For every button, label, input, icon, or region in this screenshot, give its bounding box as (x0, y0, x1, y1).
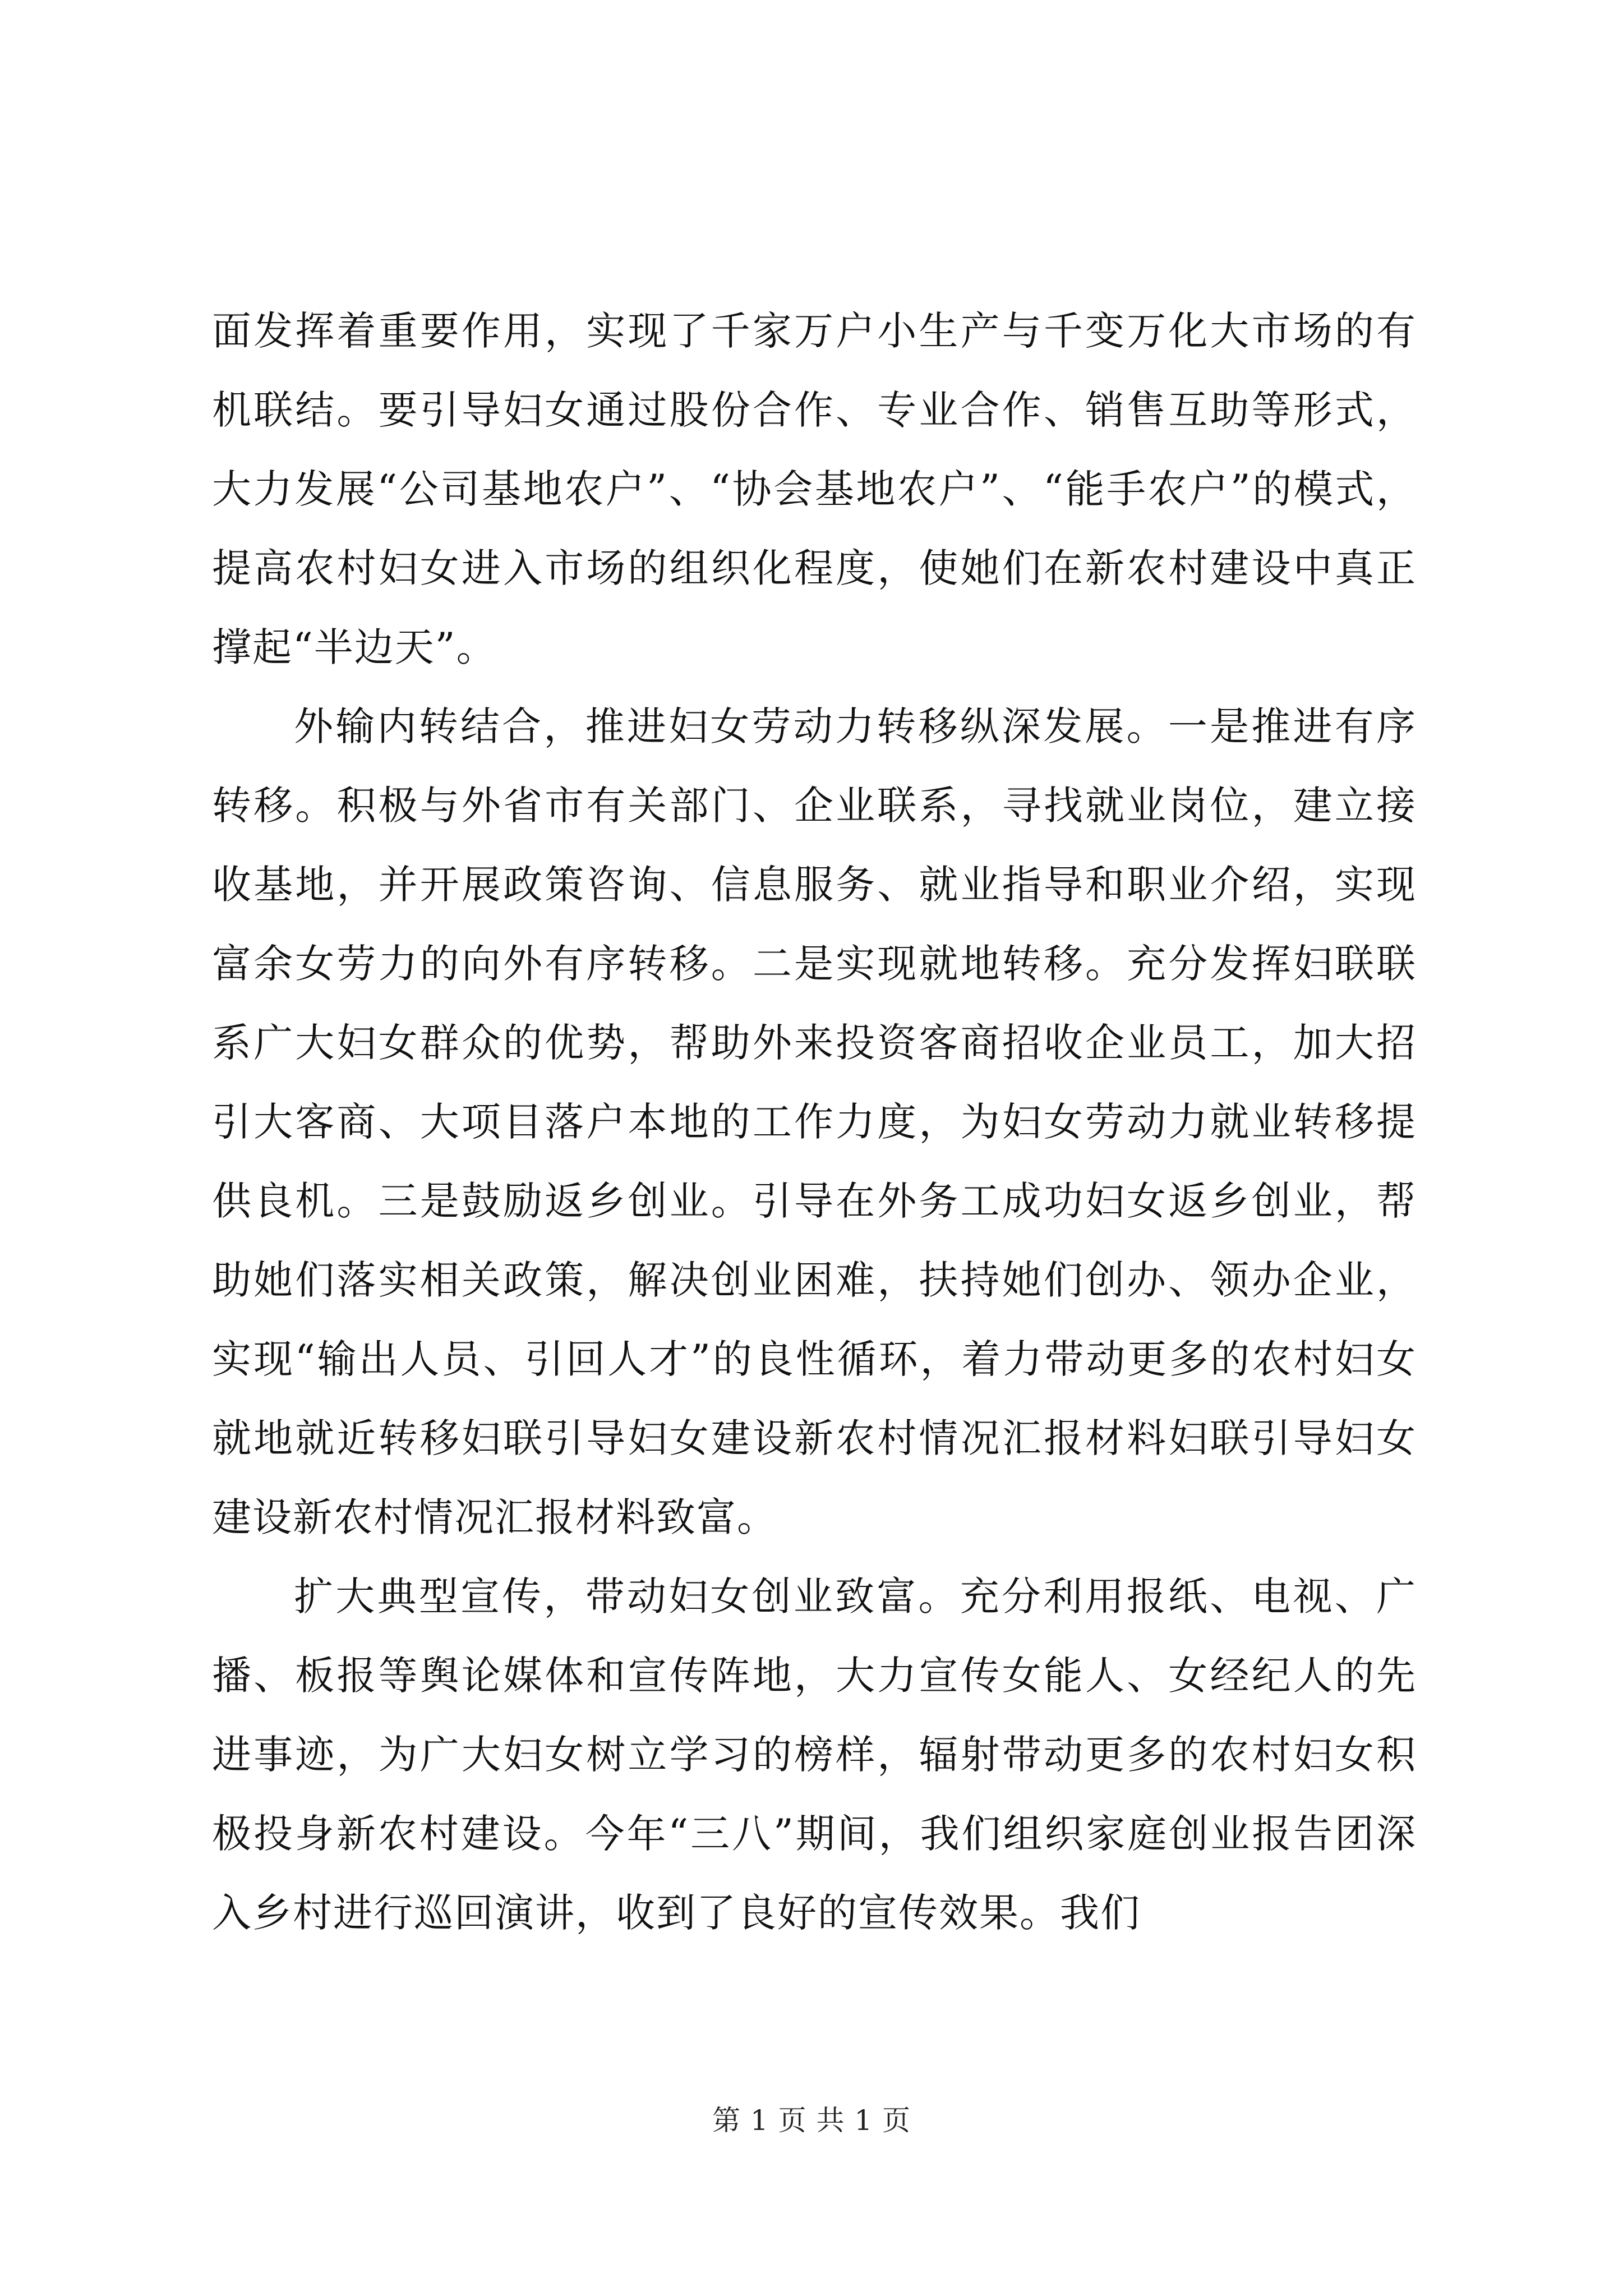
page-footer: 第 1 页 共 1 页 (712, 2104, 911, 2137)
paragraph-1: 面发挥着重要作用，实现了千家万户小生产与千变万化大市场的有机联结。要引导妇女通过股份合作、专业合作、销售互助等形式，大力发展“公司基地农户”、“协会基地农户”、“能手农户”的模式，提高农村妇女进入市场的组织化程度，使她们在新农村建设中真正撑起“半边天”。 (212, 308, 1417, 670)
paragraph-3: 扩大典型宣传，带动妇女创业致富。充分利用报纸、电视、广播、板报等舆论媒体和宣传阵地，大力宣传女能人、女经纪人的先进事迹，为广大妇女树立学习的榜样，辐射带动更多的农村妇女积极投身新农村建设。今年“三八”期间，我们组织家庭创业报告团深入乡村进行巡回演讲，收到了良好的宣传效果。我们 (212, 1573, 1417, 1936)
document-body (212, 292, 1417, 1953)
paragraph-2: 外输内转结合，推进妇女劳动力转移纵深发展。一是推进有序转移。积极与外省市有关部门、企业联系，寻找就业岗位，建立接收基地，并开展政策咨询、信息服务、就业指导和职业介绍，实现富余女劳力的向外有序转移。二是实现就地转移。充分发挥妇联联系广大妇女群众的优势，帮助外来投资客商招收企业员工，加大招引大客商、大项目落户本地的工作力度，为妇女劳动力就业转移提供良机。三是鼓励返乡创业。引导在外务工成功妇女返乡创业，帮助她们落实相关政策，解决创业困难，扶持她们创办、领办企业，实现“输出人员、引回人才”的良性循环，着力带动更多的农村妇女就地就近转移妇联引导妇女建设新农村情况汇报材料妇联引导妇女建设新农村情况汇报材料致富。 (212, 703, 1417, 1540)
